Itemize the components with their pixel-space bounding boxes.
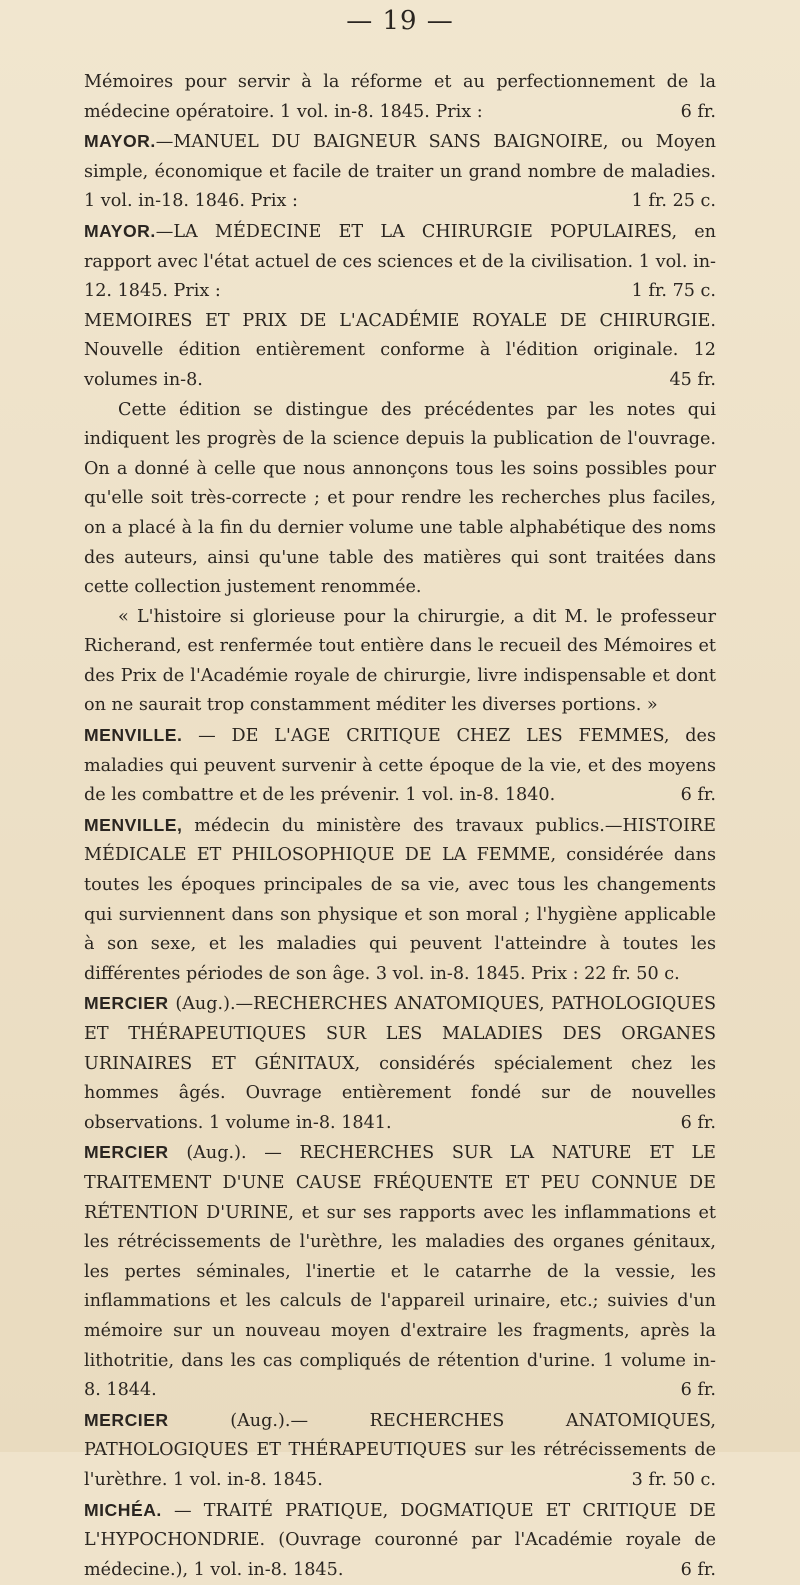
entry-text: MEMOIRES ET PRIX DE L'ACADÉMIE ROYALE DE CHIRURGIE. Nouvelle édition entièrement conforme à l'édition originale. 12 volumes in-8. bbox=[84, 311, 716, 390]
entry-price: 45 fr. bbox=[661, 366, 716, 396]
entry-text: (Aug.).—RECHERCHES ANATOMIQUES, PATHOLOGIQUES ET THÉRAPEUTIQUES SUR LES MALADIES DES ORGANES URINAIRES ET GÉNITAUX, considérés spécialement chez les hommes âgés. Ouvrage entièrement fondé sur de nouvelles observations. 1 volume in-8. 1841. bbox=[84, 994, 716, 1132]
catalogue-entry bbox=[84, 1496, 716, 1585]
catalogue-entry bbox=[84, 1138, 716, 1405]
catalogue-entry bbox=[84, 721, 716, 811]
entry-price: 6 fr. bbox=[673, 1556, 716, 1585]
catalogue-entry bbox=[84, 68, 716, 127]
entry-text: Mémoires pour servir à la réforme et au perfectionnement de la médecine opératoire. 1 vol. in-8. 1845. Prix : bbox=[84, 72, 716, 122]
entry-author: MERCIER bbox=[84, 1410, 169, 1430]
entry-text: (Aug.).— RECHERCHES ANATOMIQUES, PATHOLOGIQUES ET THÉRAPEUTIQUES sur les rétrécissements de l'urèthre. 1 vol. in-8. 1845. bbox=[84, 1411, 716, 1490]
entry-author: MICHÉA. bbox=[84, 1500, 162, 1520]
entry-author: MERCIER bbox=[84, 1142, 169, 1162]
description-paragraph: Cette édition se distingue des précédentes par les notes qui indiquent les progrès de la science depuis la publication de l'ouvrage. On a donné à celle que nous annonçons tous les soins possibles pour qu'elle soit très-correcte ; et pour rendre les recherches plus faciles, on a placé à la fin du dernier volume une table alphabétique des noms des auteurs, ainsi qu'une table des matières qui sont traitées dans cette collection justement renommée. bbox=[84, 396, 716, 603]
entry-author: MAYOR. bbox=[84, 221, 156, 241]
catalogue-entry bbox=[84, 307, 716, 396]
entry-text: médecin du ministère des travaux publics.—HISTOIRE MÉDICALE ET PHILOSOPHIQUE DE LA FEMME, considérée dans toutes les époques principales de sa vie, avec tous les changements qui surviennent dans son physique et son moral ; l'hygiène applicable à son sexe, et les maladies qui peuvent l'atteindre à toutes les différentes périodes de son âge. 3 vol. in-8. 1845. Prix : 22 fr. 50 c. bbox=[84, 816, 716, 984]
entry-price: 6 fr. bbox=[673, 1109, 716, 1139]
entry-price: 6 fr. bbox=[673, 781, 716, 811]
entry-text: (Aug.). — RECHERCHES SUR LA NATURE ET LE TRAITEMENT D'UNE CAUSE FRÉQUENTE ET PEU CONNUE DE RÉTENTION D'URINE, et sur ses rapports avec les inflammations et les rétrécissements de l'urèthre, les maladies des organes génitaux, les pertes séminales, l'inertie et le catarrhe de la vessie, les inflammations et les calculs de l'appareil urinaire, etc.; suivies d'un mémoire sur un nouveau moyen d'extraire les fragments, après la lithotritie, dans les cas compliqués de rétention d'urine. 1 volume in-8. 1844. bbox=[84, 1143, 716, 1400]
entry-price: 3 fr. 50 c. bbox=[624, 1466, 716, 1496]
catalogue-entry bbox=[84, 127, 716, 217]
entry-price: 1 fr. 75 c. bbox=[624, 277, 716, 307]
entry-text: —LA MÉDECINE ET LA CHIRURGIE POPULAIRES, en rapport avec l'état actuel de ces sciences et de la civilisation. 1 vol. in-12. 1845. Prix : bbox=[84, 222, 716, 301]
entry-text: — DE L'AGE CRITIQUE CHEZ LES FEMMES, des maladies qui peuvent survenir à cette époque de la vie, et des moyens de les combattre et de les prévenir. 1 vol. in-8. 1840. bbox=[84, 726, 716, 805]
catalogue-text bbox=[84, 68, 716, 1585]
entry-author: MENVILLE. bbox=[84, 725, 182, 745]
entry-author: MAYOR. bbox=[84, 131, 156, 151]
catalogue-entry bbox=[84, 1406, 716, 1496]
entry-text: —MANUEL DU BAIGNEUR SANS BAIGNOIRE, ou Moyen simple, économique et facile de traiter un grand nombre de maladies. 1 vol. in-18. 1846. Prix : bbox=[84, 132, 716, 211]
entry-text: — TRAITÉ PRATIQUE, DOGMATIQUE ET CRITIQUE DE L'HYPOCHONDRIE. (Ouvrage couronné par l'Académie royale de médecine.), 1 vol. in-8. 1845. bbox=[84, 1501, 716, 1580]
entry-author: MERCIER bbox=[84, 993, 169, 1013]
entry-author: MENVILLE, bbox=[84, 815, 182, 835]
quotation-paragraph: « L'histoire si glorieuse pour la chirurgie, a dit M. le professeur Richerand, est renfermée tout entière dans le recueil des Mémoires et des Prix de l'Académie royale de chirurgie, livre indispensable et dont on ne saurait trop constamment méditer les diverses portions. » bbox=[84, 603, 716, 721]
catalogue-entry bbox=[84, 217, 716, 307]
entry-price: 6 fr. bbox=[673, 1376, 716, 1406]
entry-price: 6 fr. bbox=[673, 98, 716, 128]
catalogue-entry bbox=[84, 811, 716, 990]
catalogue-entry bbox=[84, 989, 716, 1138]
entry-price: 1 fr. 25 c. bbox=[624, 187, 716, 217]
page-number: — 19 — bbox=[0, 6, 800, 36]
